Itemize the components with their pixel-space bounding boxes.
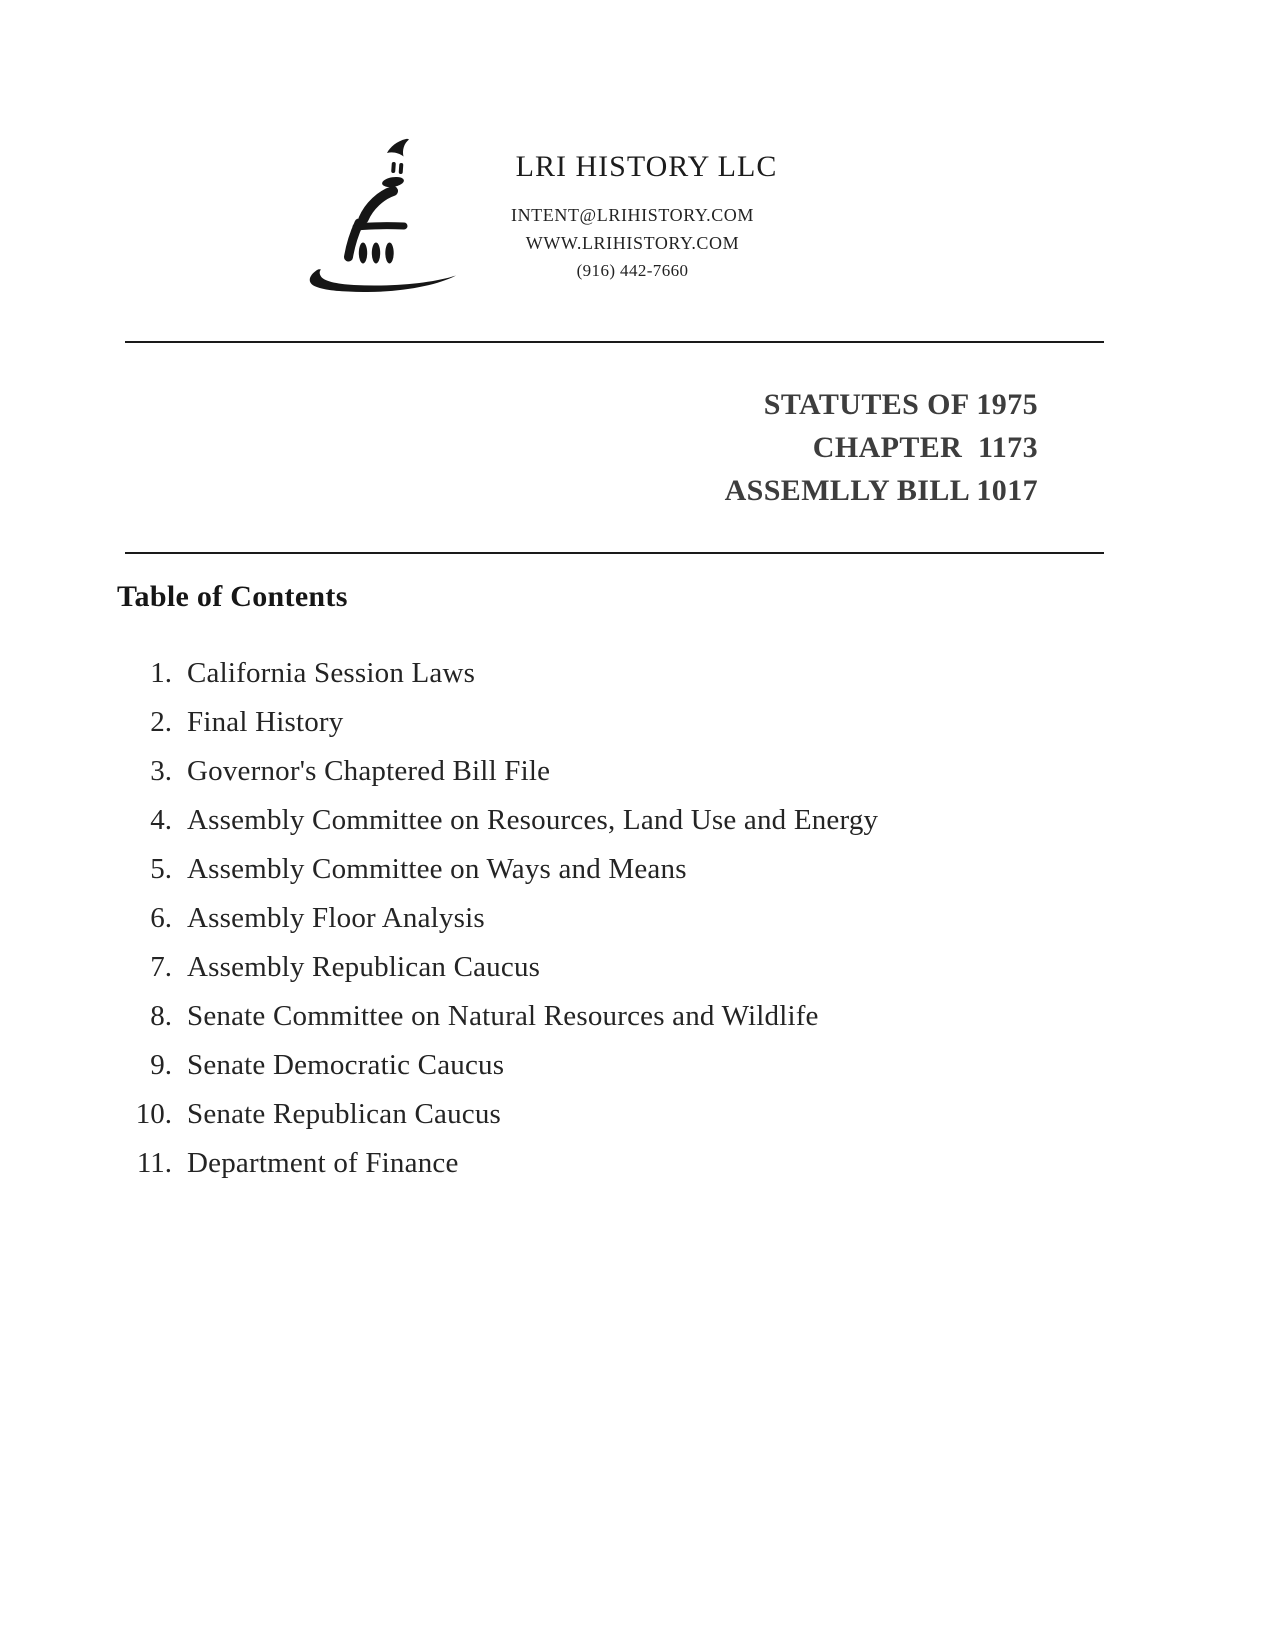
assembly-bill-line: ASSEMLLY BILL 1017 <box>724 474 1038 507</box>
toc-item-label: Governor's Chaptered Bill File <box>187 755 551 787</box>
toc-item-number: 1. <box>150 657 172 689</box>
toc-item-label: Senate Committee on Natural Resources and Wildlife <box>187 1000 819 1032</box>
toc-item-number: 3. <box>150 755 172 787</box>
toc-item <box>0 806 1100 835</box>
toc-item <box>0 904 1100 933</box>
toc-item <box>0 953 1100 982</box>
toc-item <box>0 1100 1100 1129</box>
toc-item-number: 6. <box>150 902 172 934</box>
toc-list <box>0 659 1100 1198</box>
toc-item <box>0 708 1100 737</box>
toc-item-label: Assembly Committee on Resources, Land Use and Energy <box>187 804 879 836</box>
toc-item-number: 2. <box>150 706 172 738</box>
company-website: WWW.LRIHISTORY.COM <box>525 233 740 253</box>
toc-item <box>0 1149 1100 1178</box>
company-phone: (916) 442-7660 <box>576 261 689 280</box>
toc-item <box>0 757 1100 786</box>
bottom-divider-line <box>125 552 1104 554</box>
org-identity-block <box>440 150 825 285</box>
toc-item-number: 11. <box>136 1147 172 1179</box>
toc-item-number: 8. <box>150 1000 172 1032</box>
toc-item-label: Assembly Floor Analysis <box>187 902 485 934</box>
toc-item-number: 4. <box>150 804 172 836</box>
toc-item-number: 9. <box>150 1049 172 1081</box>
chapter-line: CHAPTER 1173 <box>812 431 1038 464</box>
top-divider-line <box>125 341 1104 343</box>
toc-item-label: Senate Democratic Caucus <box>187 1049 505 1081</box>
toc-heading: Table of Contents <box>117 580 348 613</box>
company-email: INTENT@LRIHISTORY.COM <box>510 205 755 225</box>
statutes-line: STATUTES OF 1975 <box>763 388 1038 421</box>
toc-item <box>0 1002 1100 1031</box>
toc-item-label: Assembly Republican Caucus <box>187 951 541 983</box>
toc-item <box>0 855 1100 884</box>
company-name: LRI HISTORY LLC <box>515 150 778 183</box>
toc-item <box>0 659 1100 688</box>
toc-item <box>0 1051 1100 1080</box>
toc-item-label: California Session Laws <box>187 657 476 689</box>
toc-item-label: Final History <box>187 706 344 738</box>
toc-item-number: 10. <box>135 1098 172 1130</box>
document-title-block <box>725 383 1038 512</box>
toc-item-label: Senate Republican Caucus <box>187 1098 502 1130</box>
toc-item-number: 5. <box>150 853 172 885</box>
toc-item-label: Department of Finance <box>187 1147 459 1179</box>
toc-item-label: Assembly Committee on Ways and Means <box>187 853 687 885</box>
toc-item-number: 7. <box>150 951 172 983</box>
